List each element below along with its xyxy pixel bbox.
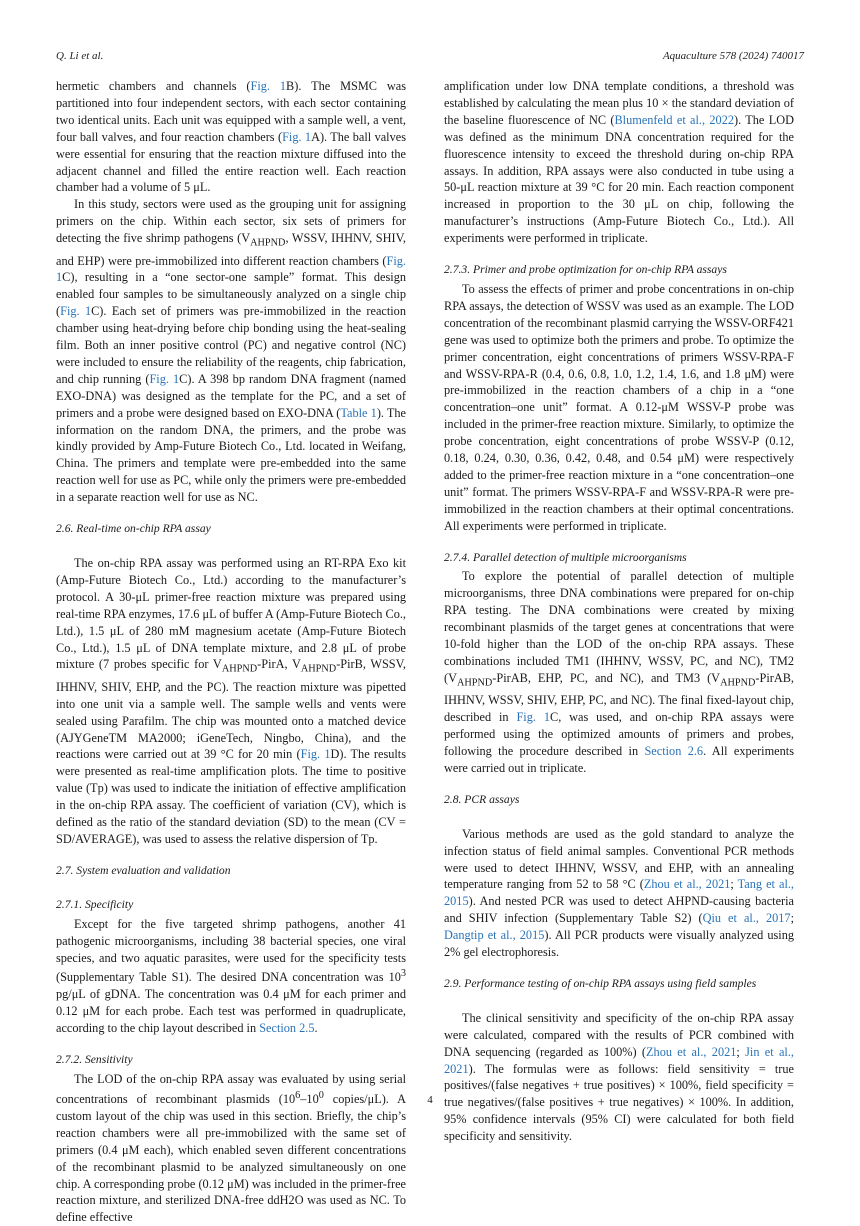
cross-reference-link[interactable]: Qiu et al., 2017 bbox=[702, 911, 791, 926]
text-run: -PirAB, EHP, PC, and NC), and TM3 (V bbox=[492, 670, 721, 685]
text-run: ). And nested PCR was used to detect AHPND-causing bacteria and SHIV infection (Supplementary Table S2) ( bbox=[444, 894, 794, 926]
text-run: A). The ball valves were essential for ensuring that the reaction mixture diffused into the adjacent channel and filled the entire reaction well. Each reaction chamber had a volume of 5 μL. bbox=[56, 129, 406, 195]
text-run: D). The results were presented as real-time amplification plots. The time to positive value (Tp) was used to indicate the initiation of effective amplification in the on-chip RPA assay. The coefficient of variation (CV), which is defined as the ratio of the standard deviation (SD) to the mean (CV = SD/AVERAGE), was used to assess the relative dispersion of Tp. bbox=[56, 747, 407, 846]
cross-reference-link[interactable]: Table 1 bbox=[340, 405, 377, 420]
text-run: -PirAB, IHHNV, WSSV, SHIV, EHP, PC, and NC). The final fixed-layout chip, described in bbox=[444, 670, 794, 725]
running-header-authors: Q. Li et al. bbox=[56, 50, 104, 62]
left-column bbox=[56, 78, 406, 1226]
subscript-text: AHPND bbox=[221, 663, 258, 675]
paragraph bbox=[56, 555, 406, 848]
cross-reference-link[interactable]: Fig. 1 bbox=[300, 747, 331, 762]
paragraph bbox=[444, 826, 794, 961]
text-run: . bbox=[314, 1021, 318, 1036]
subscript-text: AHPND bbox=[250, 237, 286, 249]
section-heading: 2.7. System evaluation and validation bbox=[56, 863, 231, 877]
section-heading: 2.9. Performance testing of on-chip RPA assays using field samples bbox=[444, 976, 757, 990]
text-run: To assess the effects of primer and probe concentrations in on-chip RPA assays, the detection of WSSV was used as an example. The LOD concentration of the recombinant plasmid carrying the WSSV-ORF421 gene was used to optimize both the primers and probe. To optimize the primer concentration, eight concentrations of primers WSSV-RPA-F and WSSV-RPA-R (0.4, 0.6, 0.8, 1.0, 1.2, 1.4, 1.6, and 1.8 μM) were pre-immobilized in the reaction chambers of a chip in a “one concentration–one unit” format. A 0.12-μM WSSV-P probe was included in the primer-free reaction mixture. Similarly, to optimize the probe concentration, eight concentrations of probe WSSV-P (0.12, 0.18, 0.24, 0.30, 0.36, 0.42, 0.48, and 0.54 μM) were respectively added to the primer-free reaction mixture in a “one concentration–one unit” format. The primers WSSV-RPA-F and WSSV-RPA-R were pre-immobilized in the reaction chambers at their optimal concentrations. All experiments were performed in triplicate. bbox=[444, 281, 794, 533]
paragraph bbox=[56, 196, 406, 506]
cross-reference-link[interactable]: Fig. 1 bbox=[149, 371, 180, 386]
page-number: 4 bbox=[427, 1094, 433, 1106]
text-run: C, was used, and on-chip RPA assays were performed using the optimized amounts of primers and probes, following the procedure described in bbox=[444, 710, 794, 758]
subsection-heading: 2.7.4. Parallel detection of multiple microorganisms bbox=[444, 550, 687, 564]
text-run: hermetic chambers and channels ( bbox=[56, 79, 251, 93]
text-run: . All experiments were carried out in triplicate. bbox=[444, 743, 794, 775]
running-header-journal: Aquaculture 578 (2024) 740017 bbox=[662, 50, 804, 62]
text-run: pg/μL of gDNA. The concentration was 0.4 μM for each primer and 0.12 μM for each probe. Each test was performed in quadruplicate, according to the chip layout described in bbox=[56, 987, 406, 1036]
cross-reference-link[interactable]: Fig. 1 bbox=[516, 710, 550, 725]
text-run: B). The MSMC was partitioned into four independent sectors, with each sector containing two identical units. Each unit was equipped with a sample well, a vent, four ball valves, and four reaction chambers ( bbox=[56, 79, 406, 144]
cross-reference-link[interactable]: Fig. 1 bbox=[282, 129, 312, 144]
subsection-heading: 2.7.3. Primer and probe optimization for on-chip RPA assays bbox=[444, 263, 727, 277]
cross-reference-link[interactable]: Jin et al., 2021 bbox=[444, 1044, 794, 1076]
paragraph bbox=[56, 916, 406, 1037]
section-heading: 2.8. PCR assays bbox=[444, 792, 520, 806]
text-run: copies/μL). A custom layout of the chip was used in this section. Briefly, the chip’s reaction chambers were all pre-immobilized with the same set of primers (0.4 μM each), which enabled seven different concentrations of the recombinant plasmid to be analyzed simultaneously on one chip. A corresponding probe (0.12 μM) was included in the primer-free reaction mixture, and sterilized DNA-free ddH2O was used as NC. To define effective bbox=[56, 1092, 406, 1225]
superscript-text: 0 bbox=[318, 1089, 324, 1101]
cross-reference-link[interactable]: Fig. 1 bbox=[60, 304, 92, 319]
cross-reference-link[interactable]: Zhou et al., 2021 bbox=[646, 1044, 737, 1059]
cross-reference-link[interactable]: Tang et al., 2015 bbox=[444, 877, 795, 909]
paragraph bbox=[444, 1010, 794, 1145]
superscript-text: 3 bbox=[400, 968, 406, 980]
text-run: amplification under low DNA template conditions, a threshold was established by calculating the mean plus 10 × the standard deviation of the baseline fluorescence of NC ( bbox=[444, 79, 794, 127]
paragraph bbox=[444, 78, 794, 247]
cross-reference-link[interactable]: Section 2.5 bbox=[259, 1021, 315, 1036]
cross-reference-link[interactable]: Zhou et al., 2021 bbox=[643, 877, 731, 892]
subsection-heading: 2.7.2. Sensitivity bbox=[56, 1053, 133, 1067]
section-heading: 2.6. Real-time on-chip RPA assay bbox=[56, 522, 211, 536]
cross-reference-link[interactable]: Blumenfeld et al., 2022 bbox=[614, 112, 734, 127]
text-run: C). Each set of primers was pre-immobilized in the reaction chamber using heat-drying before chip bonding using the heat-sealing film. Both an inner positive control (PC) and negative control (NC) were included to ensure the reliability of the reagents, chip fabrication, and chip running ( bbox=[56, 304, 406, 386]
text-run: C), resulting in a “one sector-one sample” format. This design enabled four samples to be simultaneously analyzed on a single chip ( bbox=[56, 270, 406, 319]
text-run: The LOD of the on-chip RPA assay was evaluated by using serial concentrations of recombinant plasmids (10 bbox=[56, 1072, 406, 1107]
text-run: The on-chip RPA assay was performed using an RT-RPA Exo kit (Amp-Future Biotech Co., Ltd.) according to the manufacturer’s protocol. A 30-μL primer-free reaction mixture was prepared using real-time RPA enzymes, 17.6 μL of buffer A (Amp-Future Biotech Co., Ltd.), 1.5 μL of 280 mM magnesium acetate (Amp-Future Biotech Co., Ltd.), 1.5 μL of DNA template mixture, and 2.8 μL of probe mixture (7 probes specific for V bbox=[56, 556, 406, 672]
text-run: Various methods are used as the gold standard to analyze the infection status of field animal samples. Conventional PCR methods were used to detect IHHNV, WSSV, and EHP, with an annealing temperature ranging from 52 to 58 °C ( bbox=[444, 826, 794, 892]
paragraph bbox=[56, 78, 406, 196]
subscript-text: AHPND bbox=[300, 663, 337, 675]
text-run: To explore the potential of parallel detection of multiple microorganisms, three DNA combinations were prepared for on-chip RPA testing. The DNA combinations were created by mixing recombinant plasmids of the target genes at concentrations that were 10-fold higher than the LOD of the on-chip RPA assays. These combinations included TM1 (IHHNV, WSSV, PC, and NC), TM2 (V bbox=[444, 569, 794, 685]
paragraph bbox=[444, 281, 794, 535]
cross-reference-link[interactable]: Fig. 1 bbox=[250, 79, 287, 93]
text-run: ). The formulas were as follows: field sensitivity = true positives/(false negatives + true positives) × 100%, field specificity = true negatives/(false positives + true negatives) × 100%. In addition, 95% confidence intervals (95% CI) were calculated for both field specificity and sensitivity. bbox=[444, 1061, 794, 1144]
text-run: ; bbox=[790, 911, 794, 926]
right-column bbox=[444, 78, 794, 1145]
text-run: , WSSV, IHHNV, SHIV, and EHP) were pre-immobilized into different reaction chambers ( bbox=[56, 231, 406, 268]
text-run: ). The LOD was defined as the minimum DNA concentration required for the fluorescence intensity to exceed the threshold during on-chip RPA assays. In addition, RPA assays were also conducted in tube using a 50-μL reaction mixture at 39 °C for 20 min. Each reaction component increased in proportion to the 30 μL on chip, following the manufacturer’s instructions (Amp-Future Biotech Co., Ltd.). All experiments were performed in triplicate. bbox=[444, 112, 794, 246]
text-run: In this study, sectors were used as the grouping unit for assigning primers on the chip. Within each sector, six sets of primers for detecting the five shrimp pathogens (V bbox=[56, 197, 406, 246]
text-run: ; bbox=[730, 877, 738, 892]
text-run: ). All PCR products were visually analyzed using 2% gel electrophoresis. bbox=[444, 928, 794, 960]
subsection-heading: 2.7.1. Specificity bbox=[56, 897, 134, 911]
cross-reference-link[interactable]: Section 2.6 bbox=[644, 743, 704, 758]
text-run: ). The information on the random DNA, the primers, and the probe was kindly provided by Amp-Future Biotech Co., Ltd. located in Weifang, China. The primers and template were pre-embedded into the same reaction well for use as PC, while only the primers were pre-embedded in a separate reaction well for use as NC. bbox=[56, 405, 407, 505]
cross-reference-link[interactable]: Fig. 1 bbox=[56, 253, 406, 285]
text-run: ; bbox=[736, 1044, 746, 1059]
text-run: Except for the five targeted shrimp pathogens, another 41 pathogenic microorganisms, including 38 bacterial species, one viral species, and two aquatic parasites, were used for the specificity tests (Supplementary Table S1). The desired DNA concentration was 10 bbox=[56, 916, 406, 985]
subscript-text: AHPND bbox=[456, 677, 493, 689]
text-run: C). A 398 bp random DNA fragment (named EXO-DNA) was designed as the template for the PC, and a set of primers and a probe were designed based on EXO-DNA ( bbox=[56, 371, 406, 420]
text-run: The clinical sensitivity and specificity of the on-chip RPA assay were calculated, compared with the results of PCR combined with DNA sequencing (regarded as 100%) ( bbox=[444, 1010, 794, 1059]
text-run: –10 bbox=[300, 1092, 319, 1107]
cross-reference-link[interactable]: Dangtip et al., 2015 bbox=[444, 928, 545, 943]
text-run: -PirB, WSSV, IHHNV, SHIV, EHP, and the PC). The reaction mixture was pipetted into one unit via a sample well. The sample wells and vents were sealed using Parafilm. The chip was mounted onto a matched device (AJYGeneTM MA2000; iGeneTech, Ningbo, China), and the reactions were carried out at 39 °C for 20 min ( bbox=[56, 657, 407, 762]
superscript-text: 6 bbox=[295, 1089, 301, 1101]
paragraph bbox=[444, 568, 794, 776]
text-run: -PirA, V bbox=[257, 657, 301, 672]
subscript-text: AHPND bbox=[720, 677, 756, 689]
